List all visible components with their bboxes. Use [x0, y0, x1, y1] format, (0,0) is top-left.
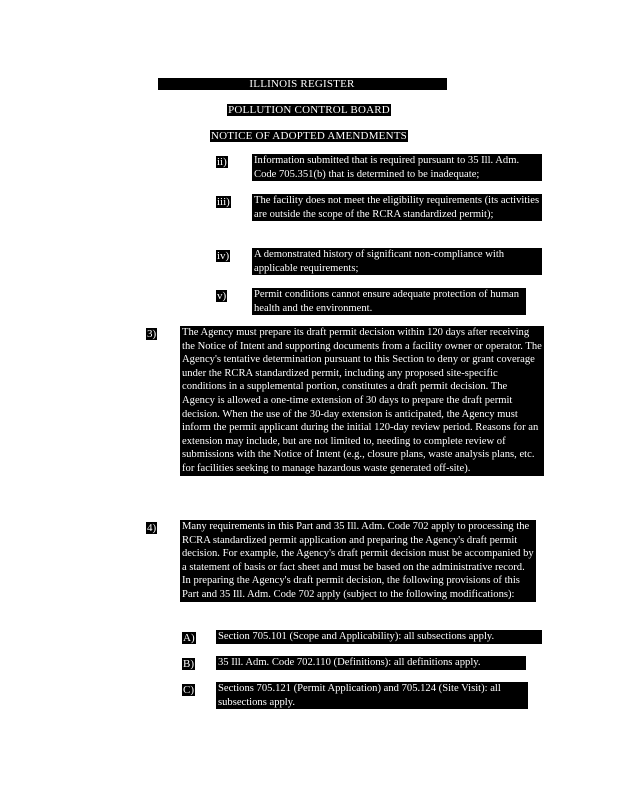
register-header [0, 74, 618, 92]
section-4-text: Many requirements in this Part and 35 Ill. Adm. Code 702 apply to processing the RCRA standardized permit application and preparing the Agency's draft permit decision. For example, the Agency's draft permit decision must be accompanied by a statement of basis or fact sheet and must be based on the administrative record. In preparing the Agency's draft permit decision, the following provisions of this Part and 35 Ill. Adm. Code 702 apply (subject to the following modifications): [180, 520, 536, 602]
subitem-a-text: Section 705.101 (Scope and Applicability): all subsections apply. [216, 630, 542, 644]
section-3-number: 3) [147, 328, 157, 340]
subitem-b-text: 35 Ill. Adm. Code 702.110 (Definitions): all definitions apply. [216, 656, 526, 670]
item-ii-number: ii) [217, 156, 227, 168]
subitem-c-text: Sections 705.121 (Permit Application) and 705.124 (Site Visit): all subsections apply. [216, 682, 528, 709]
board-header [0, 100, 618, 118]
subitem-a-letter: A) [183, 632, 195, 644]
subitem-c-letter: C) [183, 684, 194, 696]
notice-header [0, 126, 618, 144]
section-4-number: 4) [147, 522, 157, 534]
item-iii-text: The facility does not meet the eligibility requirements (its activities are outside the scope of the RCRA standardized permit); [252, 194, 542, 221]
subitem-b-letter: B) [183, 658, 194, 670]
item-iii-number: iii) [217, 196, 230, 208]
item-ii-text: Information submitted that is required pursuant to 35 Ill. Adm. Code 705.351(b) that is determined to be inadequate; [252, 154, 542, 181]
item-v-number: v) [217, 290, 227, 302]
board-title: POLLUTION CONTROL BOARD [228, 104, 390, 116]
item-iv-number: iv) [217, 250, 230, 262]
item-v-text: Permit conditions cannot ensure adequate protection of human health and the environment. [252, 288, 526, 315]
notice-title: NOTICE OF ADOPTED AMENDMENTS [211, 130, 407, 142]
item-iv-text: A demonstrated history of significant non-compliance with applicable requirements; [252, 248, 542, 275]
register-title: ILLINOIS REGISTER [158, 78, 447, 90]
section-3-text: The Agency must prepare its draft permit decision within 120 days after receiving the Notice of Intent and supporting documents from a facility owner or operator. The Agency's tentative determination pursuant to this Section to deny or grant coverage under the RCRA standardized permit, including any proposed site-specific conditions in a supplemental portion, constitutes a draft permit decision. The Agency is allowed a one-time extension of 30 days to prepare the draft permit decision. When the use of the 30-day extension is anticipated, the Agency must inform the permit applicant during the initial 120-day review period. Reasons for an extension may include, but are not limited to, needing to complete review of submissions with the Notice of Intent (e.g., closure plans, waste analysis plans, etc. for facilities seeking to manage hazardous waste generated off-site). [180, 326, 544, 476]
